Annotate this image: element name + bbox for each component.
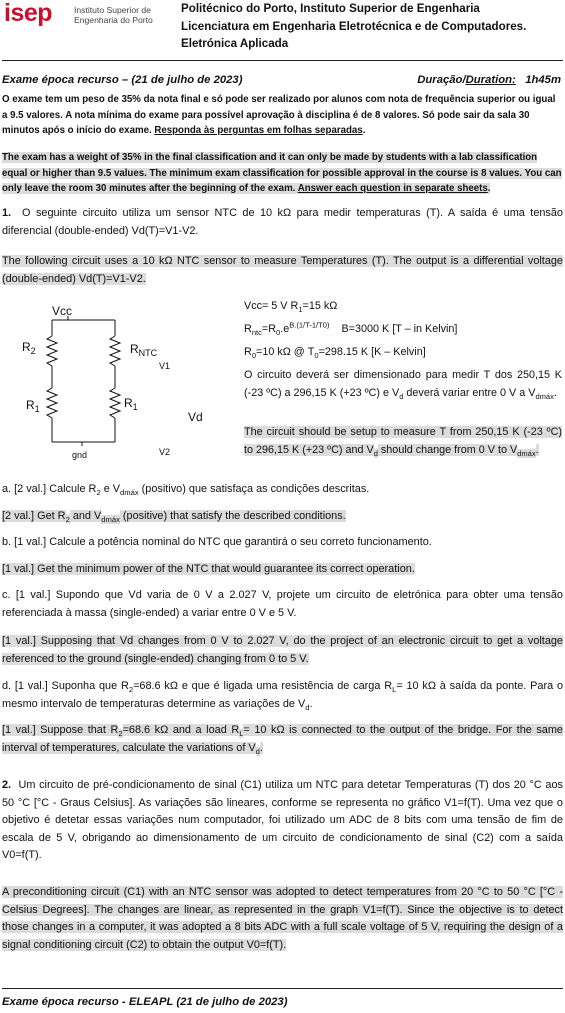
degree-name: Licenciatura em Engenharia Eletrotécnica e de Computadores. [181,19,527,33]
qd-en [2,722,563,757]
qd-en-b: =68.6 kΩ and a load R [122,724,240,736]
exam-title-line [2,74,563,90]
spec-rntc-mid: =R [261,323,276,335]
circuit-diagram [2,292,238,480]
spec-vcc-sub: 1 [298,305,303,315]
v2-label: V2 [159,447,171,457]
spec-rntc-r: R [244,323,252,335]
v1-label: V1 [159,361,171,371]
qa-pt-b: e V [100,483,121,495]
intro-en-text: The exam has a weight of 35% in the final classification and it can only be made by students with a lab classification equal or higher than 9.5 values. The minimum exam classification for possible approval in the course is 8 values. You can only leave the room 30 minutes after the beginning of the exam. [2,152,562,194]
page-header [0,0,565,60]
qd-pt-sub: 2 [128,685,134,695]
spec-vcc [244,298,562,316]
spec-vcc-text: Vcc= 5 V R [244,300,299,312]
r2-label: $R_2$ [22,340,36,356]
qd-en-d: . [259,741,263,754]
spec-vcc-end: =15 kΩ [302,300,338,312]
spec-range-en-sub: d [373,448,378,458]
logo-wordmark: isep [4,0,53,27]
qa-pt-a: a. [2 val.] Calcule R [2,483,97,495]
q1-en-text: The following circuit uses a 10 kΩ NTC sensor to measure Temperatures (T). The output is a differential voltage (double-ended) Vd(T)=V1-V2. [2,255,563,285]
qc-en [2,633,563,668]
r1-right-label: $R_1$ [124,396,138,412]
qa-pt-sub2: dmáx [120,488,139,498]
course-name: Eletrónica Aplicada [181,37,289,50]
qb-pt [2,534,563,552]
spec-rntc-b: B=3000 K [T – in Kelvin] [341,323,458,335]
vcc-label: Vcc [52,304,73,318]
qc-pt-text: c. [1 val.] Supondo que Vd varia de 0 V a 2.027 V, projete um circuito de eletrónica para obter uma tensão referenciada à massa (single-ended) a variar entre 0 V e 5 V. [2,589,563,619]
spec-range-pt-mid: deverá variar entre 0 V a V [403,386,536,399]
spec-rntc [244,321,562,339]
intro-pt-end: . [362,125,366,136]
exam-title: Exame época recurso – (21 de julho de 2023) [2,74,243,86]
intro-pt [2,92,563,139]
rntc-label: $R_{NTC}$ [130,342,158,358]
qa-en-c: (positive) that satisfy the described conditions. [119,510,346,522]
qd-pt-sub2: L [392,685,397,695]
r1-left-label: $R_1$ [26,398,40,414]
q2-pt [2,777,563,865]
spec-r0-c: =298.15 K [K – Kelvin] [318,346,426,358]
qd-pt-a: d. [1 val.] Suponha que R [2,680,129,692]
spec-range-en-text: The circuit should be setup to measure T from 250,15 K (-23 ºC) to 296,15 K (+23 ºC) and V [244,426,562,456]
qd-en-sub2: L [239,729,244,739]
spec-range-en-sub2: dmáx [517,448,536,458]
vd-label: Vd [188,410,203,424]
qd-pt [2,678,563,713]
qb-pt-text: b. [1 val.] Calcule a potência nominal do NTC que garantirá o seu correto funcionamento. [2,536,432,548]
exam-duration [417,74,561,86]
spec-r0-tsub: 0 [314,351,319,361]
duration-value: 1h45m [525,74,561,86]
spec-rntc-rsub: ntc [251,328,262,338]
q2-pt-text: Um circuito de pré-condicionamento de sinal (C1) utiliza um NTC para detetar Temperaturas (T) dos 20 °C aos 50 °C [°C - Graus Celsius]. As variações são lineares, conforme se representa no gráfico V1=f(T). Uma vez que o objetivo é detetar essas variações num computador, foi utilizado um ADC de 8 bits com uma tensão de fim de escala de 5 V, obrigando ao dimensionamento de um circuito de condicionamento de sinal (C2) com a saída V0=f(T). [2,779,563,861]
qd-pt-d: . [309,697,313,710]
intro-pt-text: O exame tem um peso de 35% da nota final e só pode ser realizado por alunos com nota de frequência superior ou igual a 9.5 valores. A nota mínima do exame para possível aprovação à disciplina é de 8 valores. Só pode sair da sala 30 minutos após o início do exame. [2,94,556,136]
qa-en-sub: 2 [65,515,70,525]
spec-r0-a: R [244,346,252,358]
spec-range-pt-text: O circuito deverá ser dimensionado para medir T dos 250,15 K (-23 ºC) a 296,15 K (+23 ºC) e V [244,369,562,399]
q1-number: 1. [2,207,12,219]
duration-pt: Duração/ [417,74,466,86]
qa-pt-sub: 2 [96,488,101,498]
header-rule [2,60,563,61]
intro-en-underlined: Answer each question in separate sheets [297,183,488,194]
qd-en-sub: 2 [118,729,123,739]
q1-pt-text: O seguinte circuito utiliza um sensor NTC de 10 kΩ para medir temperaturas (T). A saída é uma tensão diferencial (double-ended) Vd(T)=V1-V2. [2,207,563,237]
qd-en-sub3: d [255,746,260,756]
qb-en [2,561,563,579]
qc-pt [2,587,563,622]
qd-pt-c: = 10 kΩ à saída da ponte. Para o mesmo intervalo de temperaturas determine as variações de V [2,680,563,710]
intro-en [2,150,563,197]
qc-en-text: [1 val.] Supposing that Vd changes from 0 V to 2.027 V, do the project of an electronic circuit to get a voltage referenced to the ground (single-ended) changing from 0 to 5 V. [2,635,563,665]
qa-en-sub2: dmáx [101,515,120,525]
qd-pt-sub3: d [305,702,310,712]
spec-range-en-end: . [535,443,539,456]
qa-pt [2,481,563,499]
spec-rntc-r0sub: 0 [276,328,281,338]
spec-range-en [244,424,562,459]
qa-en [2,508,563,526]
spec-range-pt-sub: d [399,391,404,401]
footer-rule [2,988,563,989]
spec-r0-sub: 0 [251,351,257,361]
spec-range-en-mid: should change from 0 V to V [377,443,518,456]
qd-en-c: = 10 kΩ is connected to the output of the bridge. For the same interval of temperatures, calculate the variations of V [2,724,563,754]
spec-range-pt-sub2: dmáx [535,391,554,401]
q1-pt [2,205,563,240]
q2-en-text: A preconditioning circuit (C1) with an NTC sensor was adopted to detect temperatures from 20 °C to 50 °C [°C - Celsius Degrees]. The changes are linear, as represented in the graph V1=f(T). Since the objective is to detect those changes in a computer, it was adopted a 8 bits ADC with a full scale voltage of 5 V, requiring the design of a signal conditioning circuit (C2) to obtain the output V0=f(T). [2,886,563,951]
q1-en [2,253,563,288]
institution-block [181,0,526,53]
spec-r0 [244,344,562,362]
isep-logo [4,2,176,32]
q2-number: 2. [2,779,12,791]
spec-r0-b: =10 kΩ @ T [256,346,315,358]
spec-range-pt-end: . [553,386,557,399]
duration-en: Duration: [465,74,516,86]
intro-pt-underlined: Responda às perguntas em folhas separadas [154,125,363,136]
logo-line1: Instituto Superior de [74,5,151,15]
spec-rntc-exp: B.(1/T-1/T0) [289,320,330,330]
qb-en-text: [1 val.] Get the minimum power of the NTC that would guarantee its correct operation. [2,563,415,575]
qa-en-a: [2 val.] Get R [2,510,66,522]
intro-en-end: . [487,183,491,194]
page-footer: Exame época recurso - ELEAPL (21 de julho de 2023) [2,996,288,1008]
qd-en-a: [1 val.] Suppose that R [2,724,119,736]
gnd-label: gnd [72,450,88,460]
qa-en-b: and V [69,510,102,522]
institution-name: Politécnico do Porto, Instituto Superior de Engenharia [181,2,480,15]
q2-en [2,884,563,954]
logo-line2: Engenharia do Porto [74,15,153,25]
qa-pt-c: (positivo) que satisfaça as condições descritas. [138,483,370,495]
qd-pt-b: =68.6 kΩ e que é ligada uma resistência de carga R [133,680,393,692]
ntc-bridge-circuit [2,292,238,480]
spec-rntc-e: .e [280,323,290,335]
spec-range-pt [244,367,562,402]
